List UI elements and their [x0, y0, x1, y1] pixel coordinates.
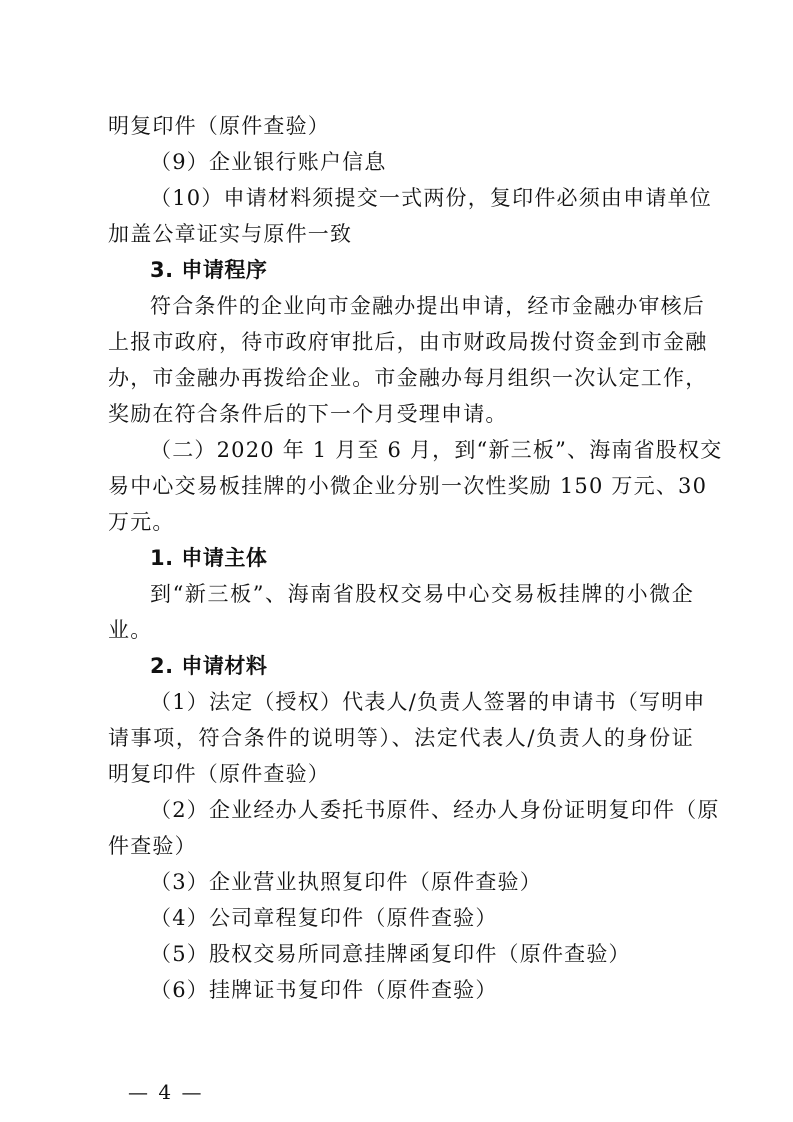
paragraph-line: 符合条件的企业向市金融办提出申请，经市金融办审核后	[150, 294, 705, 318]
paragraph-line: 奖励在符合条件后的下一个月受理申请。	[108, 402, 508, 426]
list-item: （5）股权交易所同意挂牌函复印件（原件查验）	[150, 942, 631, 966]
list-item: 请事项，符合条件的说明等）、法定代表人/负责人的身份证	[108, 726, 694, 750]
paragraph-line: 到“新三板”、海南省股权交易中心交易板挂牌的小微企	[150, 582, 694, 606]
list-item: （9）企业银行账户信息	[150, 150, 387, 174]
body-text-line: 明复印件（原件查验）	[108, 114, 330, 138]
paragraph-line: 上报市政府，待市政府审批后，由市财政局拨付资金到市金融	[108, 330, 708, 354]
paragraph-line: 万元。	[108, 510, 175, 534]
section-heading: 3. 申请程序	[150, 258, 268, 282]
list-item: （3）企业营业执照复印件（原件查验）	[150, 870, 542, 894]
list-item: （2）企业经办人委托书原件、经办人身份证明复印件（原	[150, 798, 720, 822]
section-heading: 2. 申请材料	[150, 654, 268, 678]
section-heading: 1. 申请主体	[150, 546, 268, 570]
list-item: （1）法定（授权）代表人/负责人签署的申请书（写明申	[150, 690, 706, 714]
body-text-line: 加盖公章证实与原件一致	[108, 222, 353, 246]
list-item: （4）公司章程复印件（原件查验）	[150, 906, 498, 930]
paragraph-line: 易中心交易板挂牌的小微企业分别一次性奖励 150 万元、30	[108, 474, 708, 498]
list-item: 明复印件（原件查验）	[108, 762, 330, 786]
list-item: （6）挂牌证书复印件（原件查验）	[150, 978, 498, 1002]
paragraph-line: 业。	[108, 618, 153, 642]
paragraph-line: （二）2020 年 1 月至 6 月，到“新三板”、海南省股权交	[150, 438, 723, 462]
list-item: （10）申请材料须提交一式两份，复印件必须由申请单位	[150, 186, 712, 210]
page-number: — 4 —	[128, 1080, 204, 1104]
list-item: 件查验）	[108, 834, 197, 858]
paragraph-line: 办，市金融办再拨给企业。市金融办每月组织一次认定工作，	[108, 366, 708, 390]
